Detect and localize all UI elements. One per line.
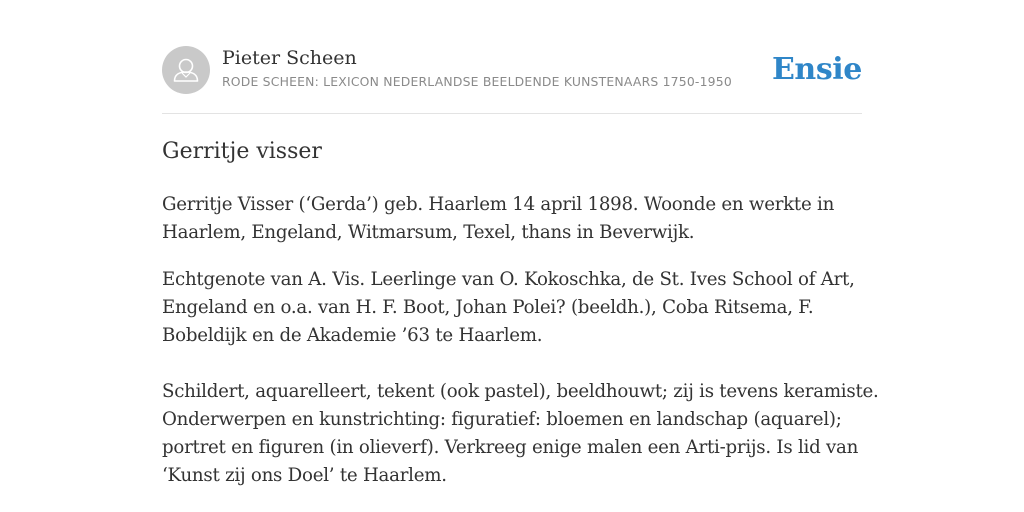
paragraph-education [162, 266, 862, 350]
paragraph-work [162, 378, 879, 490]
paragraph-line: Onderwerpen en kunstrichting: figuratief: bloemen en landschap (aquarel); [162, 409, 842, 430]
ensie-logo[interactable]: Ensie [771, 52, 862, 87]
paragraph-biography [162, 191, 862, 247]
paragraph-line: Engeland en o.a. van H. F. Boot, Johan Polei? (beeldh.), Coba Ritsema, F. [162, 297, 814, 318]
paragraph-line: Schildert, aquarelleert, tekent (ook pastel), beeldhouwt; zij is tevens keramiste. [162, 381, 879, 402]
article-title: Gerritje visser [162, 139, 322, 164]
paragraph-line: Haarlem, Engeland, Witmarsum, Texel, thans in Beverwijk. [162, 222, 695, 243]
author-name-link[interactable]: Pieter Scheen [222, 47, 357, 69]
paragraph-line: Bobeldijk en de Akademie ’63 te Haarlem. [162, 325, 543, 346]
paragraph-line: portret en figuren (in olieverf). Verkreeg enige malen een Arti-prijs. Is lid van [162, 437, 859, 458]
article-header [162, 46, 862, 96]
user-silhouette-icon [162, 46, 210, 94]
paragraph-line: ‘Kunst zij ons Doel’ te Haarlem. [162, 465, 447, 486]
paragraph-line: Echtgenote van A. Vis. Leerlinge van O. Kokoschka, de St. Ives School of Art, [162, 269, 855, 290]
paragraph-line: Gerritje Visser (‘Gerda’) geb. Haarlem 14 april 1898. Woonde en werkte in [162, 194, 835, 215]
author-avatar[interactable] [162, 46, 210, 94]
header-divider [162, 113, 862, 114]
article-body [162, 134, 879, 490]
source-label: RODE SCHEEN: LEXICON NEDERLANDSE BEELDENDE KUNSTENAARS 1750-1950 [222, 74, 732, 89]
